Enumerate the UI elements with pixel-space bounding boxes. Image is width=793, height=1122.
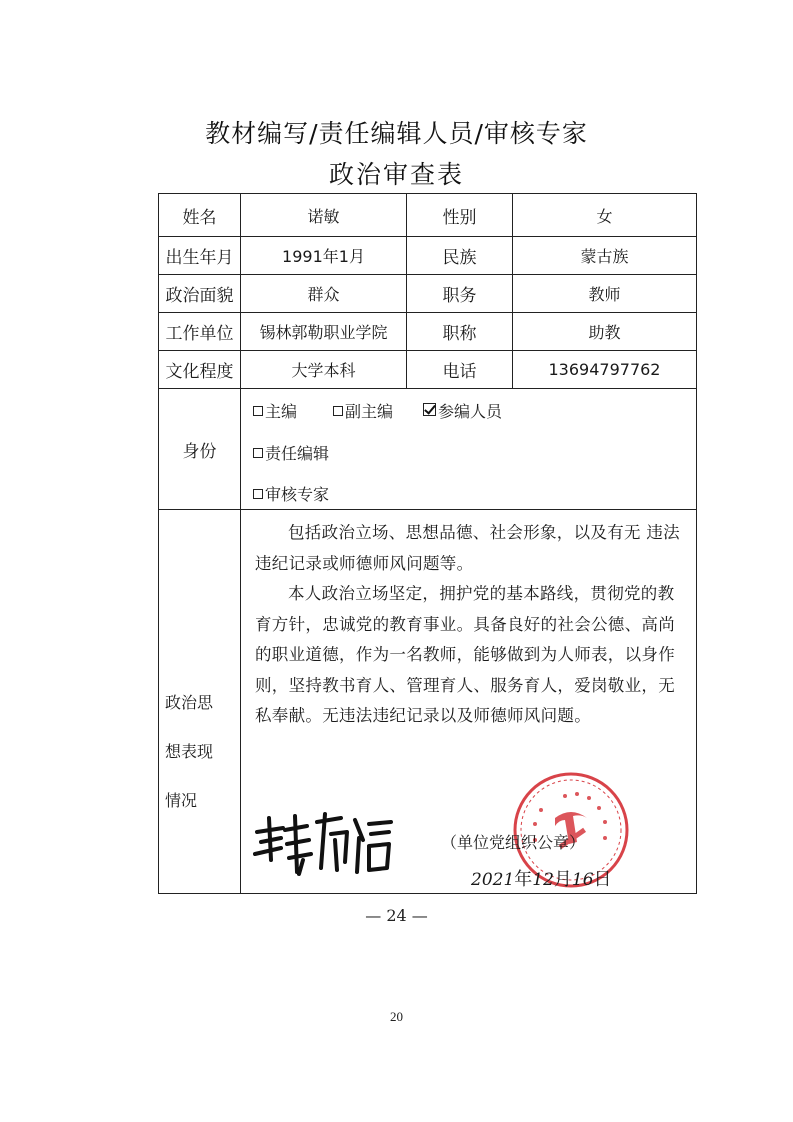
- review-form-table: [158, 193, 697, 894]
- ideology-instructions: 包括政治立场、思想品德、社会形象，以及有无 违法违纪记录或师德师风问题等。: [255, 523, 680, 573]
- option-review-expert[interactable]: 审核专家: [253, 482, 329, 505]
- gender-label: 性别: [407, 194, 513, 237]
- option-chief-editor[interactable]: 主编: [253, 399, 297, 422]
- checkbox-icon[interactable]: [253, 448, 263, 458]
- gender-value: 女: [513, 194, 697, 237]
- phone-value: 13694797762: [513, 351, 697, 389]
- checkbox-icon[interactable]: [253, 489, 263, 499]
- checkbox-icon[interactable]: [253, 406, 263, 416]
- ideology-row: [159, 510, 697, 894]
- option-contributor[interactable]: 参编人员: [423, 399, 502, 422]
- ethnicity-value: 蒙古族: [513, 237, 697, 275]
- form-title-line1: 教材编写/责任编辑人员/审核专家: [205, 119, 588, 148]
- unit-seal-label: （单位党组织公章）: [441, 833, 586, 852]
- handwritten-signature: [251, 810, 401, 880]
- education-value: 大学本科: [241, 351, 407, 389]
- position-value: 教师: [513, 275, 697, 313]
- ideology-statement: 本人政治立场坚定，拥护党的基本路线，贯彻党的教育方针，忠诚党的教育事业。具备良好的社会公德、高尚的职业道德，作为一名教师，能够做到为人师表，以身作则，坚持教书育人、管理育人、服务育人，爱岗敬业，无私奉献。无违法违纪记录以及师德师风问题。: [255, 584, 675, 725]
- identity-row: [159, 389, 697, 510]
- birth-label: 出生年月: [159, 237, 241, 275]
- phone-label: 电话: [407, 351, 513, 389]
- table-row: [159, 237, 697, 275]
- table-row: [159, 275, 697, 313]
- checkbox-icon[interactable]: [333, 406, 343, 416]
- ideology-content: [241, 510, 696, 893]
- birth-value: 1991年1月: [241, 237, 407, 275]
- name-label: 姓名: [159, 194, 241, 237]
- page-number: 20: [390, 1009, 403, 1024]
- ethnicity-label: 民族: [407, 237, 513, 275]
- option-responsible-editor[interactable]: 责任编辑: [253, 441, 329, 464]
- option-deputy-editor[interactable]: 副主编: [333, 399, 393, 422]
- identity-options: [241, 389, 696, 509]
- work-unit-value: 锡林郭勒职业学院: [241, 313, 407, 351]
- political-status-value: 群众: [241, 275, 407, 313]
- table-row: [159, 194, 697, 237]
- work-unit-label: 工作单位: [159, 313, 241, 351]
- table-row: [159, 313, 697, 351]
- name-value: 诺敏: [241, 194, 407, 237]
- position-label: 职务: [407, 275, 513, 313]
- ideology-text: [255, 518, 691, 732]
- checked-checkbox-icon[interactable]: [423, 403, 436, 416]
- inner-page-mark: — 24 —: [365, 906, 428, 925]
- title-label: 职称: [407, 313, 513, 351]
- signing-date: 2021年12月16日: [471, 869, 612, 890]
- political-status-label: 政治面貌: [159, 275, 241, 313]
- title-value: 助教: [513, 313, 697, 351]
- ideology-label: 政治思 想表现 情况: [159, 510, 241, 894]
- education-label: 文化程度: [159, 351, 241, 389]
- table-row: [159, 351, 697, 389]
- identity-label: 身份: [159, 389, 241, 510]
- form-title-line2: 政治审查表: [328, 160, 464, 189]
